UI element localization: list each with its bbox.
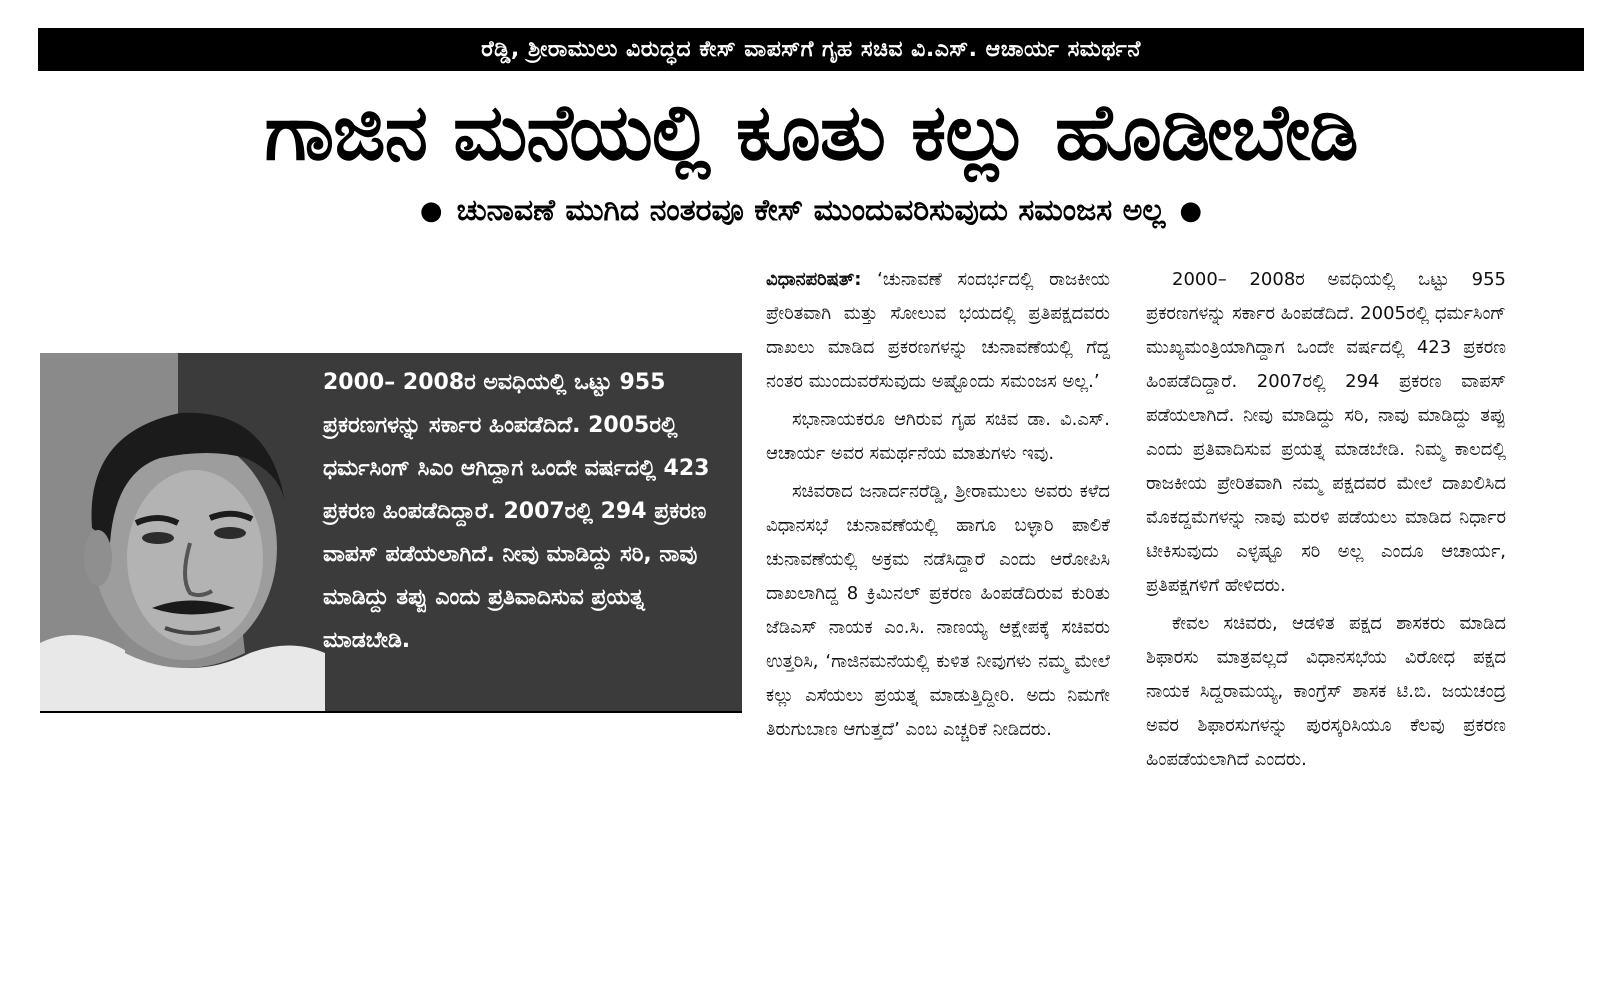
- paragraph: ಸಚಿವರಾದ ಜನಾರ್ದನರೆಡ್ಡಿ, ಶ್ರೀರಾಮುಲು ಅವರು ಕಳೆದ ವಿಧಾನಸಭೆ ಚುನಾವಣೆಯಲ್ಲಿ ಹಾಗೂ ಬಳ್ಳಾರಿ ಪಾಲಿಕೆ ಚುನಾವಣೆಯಲ್ಲಿ ಅಕ್ರಮ ನಡೆಸಿದ್ದಾರೆ ಎಂದು ಆರೋಪಿಸಿ ದಾಖಲಾಗಿದ್ದ 8 ಕ್ರಿಮಿನಲ್ ಪ್ರಕರಣ ಹಿಂಪಡೆದಿರುವ ಕುರಿತು ಜೆಡಿಎಸ್ ನಾಯಕ ಎಂ.ಸಿ. ನಾಣಯ್ಯ ಆಕ್ಷೇಪಕ್ಕೆ ಸಚಿವರು ಉತ್ತರಿಸಿ, ‘ಗಾಜಿನಮನೆಯಲ್ಲಿ ಕುಳಿತ ನೀವುಗಳು ನಮ್ಮ ಮೇಲೆ ಕಲ್ಲು ಎಸೆಯಲು ಪ್ರಯತ್ನ ಮಾಡುತ್ತಿದ್ದೀರಿ. ಅದು ನಿಮಗೇ ತಿರುಗುಬಾಣ ಆಗುತ್ತದೆ’ ಎಂಬ ಎಚ್ಚರಿಕೆ ನೀಡಿದರು.: [766, 481, 1110, 740]
- bullet-icon: ●: [1179, 195, 1203, 226]
- subheadline-text: ಚುನಾವಣೆ ಮುಗಿದ ನಂತರವೂ ಕೇಸ್ ಮುಂದುವರಿಸುವುದು ಸಮಂಜಸ ಅಲ್ಲ: [456, 193, 1166, 228]
- paragraph: ಕೇವಲ ಸಚಿವರು, ಆಡಳಿತ ಪಕ್ಷದ ಶಾಸಕರು ಮಾಡಿದ ಶಿಫಾರಸು ಮಾತ್ರವಲ್ಲದೆ ವಿಧಾನಸಭೆಯ ವಿರೋಧ ಪಕ್ಷದ ನಾಯಕ ಸಿದ್ದರಾಮಯ್ಯ, ಕಾಂಗ್ರೆಸ್ ಶಾಸಕ ಟಿ.ಬಿ. ಜಯಚಂದ್ರ ಅವರ ಶಿಫಾರಸುಗಳನ್ನು ಪುರಸ್ಕರಿಸಿಯೂ ಕೆಲವು ಪ್ರಕರಣ ಹಿಂಪಡೆಯಲಾಗಿದೆ ಎಂದರು.: [1146, 613, 1506, 770]
- kicker-banner: ರೆಡ್ಡಿ, ಶ್ರೀರಾಮುಲು ವಿರುದ್ಧದ ಕೇಸ್ ವಾಪಸ್‌ಗೆ ಗೃಹ ಸಚಿವ ವಿ.ಎಸ್. ಆಚಾರ್ಯ ಸಮರ್ಥನೆ: [38, 28, 1584, 71]
- article-column-2: [1146, 263, 1506, 781]
- subheadline: [38, 188, 1584, 233]
- portrait-photo: [40, 353, 325, 711]
- dateline: ವಿಧಾನಪರಿಷತ್:: [766, 269, 862, 290]
- paragraph: 2000– 2008ರ ಅವಧಿಯಲ್ಲಿ ಒಟ್ಟು 955 ಪ್ರಕರಣಗಳನ್ನು ಸರ್ಕಾರ ಹಿಂಪಡೆದಿದೆ. 2005ರಲ್ಲಿ ಧರ್ಮಸಿಂಗ್ ಮುಖ್ಯಮಂತ್ರಿಯಾಗಿದ್ದಾಗ ಒಂದೇ ವರ್ಷದಲ್ಲಿ 423 ಪ್ರಕರಣ ಹಿಂಪಡೆದಿದ್ದಾರೆ. 2007ರಲ್ಲಿ 294 ಪ್ರಕರಣ ವಾಪಸ್ ಪಡೆಯಲಾಗಿದೆ. ನೀವು ಮಾಡಿದ್ದು ಸರಿ, ನಾವು ಮಾಡಿದ್ದು ತಪ್ಪು ಎಂದು ಪ್ರತಿವಾದಿಸುವ ಪ್ರಯತ್ನ ಮಾಡಬೇಡಿ. ನಿಮ್ಮ ಕಾಲದಲ್ಲಿ ರಾಜಕೀಯ ಪ್ರೇರಿತವಾಗಿ ನಮ್ಮ ಪಕ್ಷದವರ ಮೇಲೆ ದಾಖಲಿಸಿದ ಮೊಕದ್ದಮೆಗಳನ್ನು ನಾವು ಮರಳಿ ಪಡೆಯಲು ಮಾಡಿದ ನಿರ್ಧಾರ ಟೀಕಿಸುವುದು ಎಳ್ಳಷ್ಟೂ ಸರಿ ಅಲ್ಲ ಎಂದೂ ಆಚಾರ್ಯ, ಪ್ರತಿಪಕ್ಷಗಳಿಗೆ ಹೇಳಿದರು.: [1146, 269, 1507, 596]
- pull-quote: 2000– 2008ರ ಅವಧಿಯಲ್ಲಿ ಒಟ್ಟು 955 ಪ್ರಕರಣಗಳನ್ನು ಸರ್ಕಾರ ಹಿಂಪಡೆದಿದೆ. 2005ರಲ್ಲಿ ಧರ್ಮಸಿಂಗ್ ಸಿಎಂ ಆಗಿದ್ದಾಗ ಒಂದೇ ವರ್ಷದಲ್ಲಿ 423 ಪ್ರಕರಣ ಹಿಂಪಡೆದಿದ್ದಾರೆ. 2007ರಲ್ಲಿ 294 ಪ್ರಕರಣ ವಾಪಸ್ ಪಡೆಯಲಾಗಿದೆ. ನೀವು ಮಾಡಿದ್ದು ಸರಿ, ನಾವು ಮಾಡಿದ್ದು ತಪ್ಪು ಎಂದು ಪ್ರತಿವಾದಿಸುವ ಪ್ರಯತ್ನ ಮಾಡಬೇಡಿ.: [323, 370, 710, 653]
- headline: ಗಾಜಿನ ಮನೆಯಲ್ಲಿ ಕೂತು ಕಲ್ಲು ಹೊಡೀಬೇಡಿ: [264, 87, 1358, 178]
- paragraph-text: ‘ಚುನಾವಣೆ ಸಂದರ್ಭದಲ್ಲಿ ರಾಜಕೀಯ ಪ್ರೇರಿತವಾಗಿ ಮತ್ತು ಸೋಲುವ ಭಯದಲ್ಲಿ ಪ್ರತಿಪಕ್ಷದವರು ದಾಖಲು ಮಾಡಿದ ಪ್ರಕರಣಗಳನ್ನು ಚುನಾವಣೆಯಲ್ಲಿ ಗೆದ್ದ ನಂತರ ಮುಂದುವರೆಸುವುದು ಅಷ್ಟೊಂದು ಸಮಂಜಸ ಅಲ್ಲ.’: [766, 269, 1110, 392]
- article-column-1: [766, 263, 1110, 751]
- divider-rule: [40, 711, 742, 713]
- paragraph: ಸಭಾನಾಯಕರೂ ಆಗಿರುವ ಗೃಹ ಸಚಿವ ಡಾ. ವಿ.ಎಸ್. ಆಚಾರ್ಯ ಅವರ ಸಮರ್ಥನೆಯ ಮಾತುಗಳು ಇವು.: [766, 409, 1110, 464]
- photo-quote-box: [40, 353, 742, 711]
- bullet-icon: ●: [419, 195, 443, 226]
- paragraph: [766, 263, 1110, 399]
